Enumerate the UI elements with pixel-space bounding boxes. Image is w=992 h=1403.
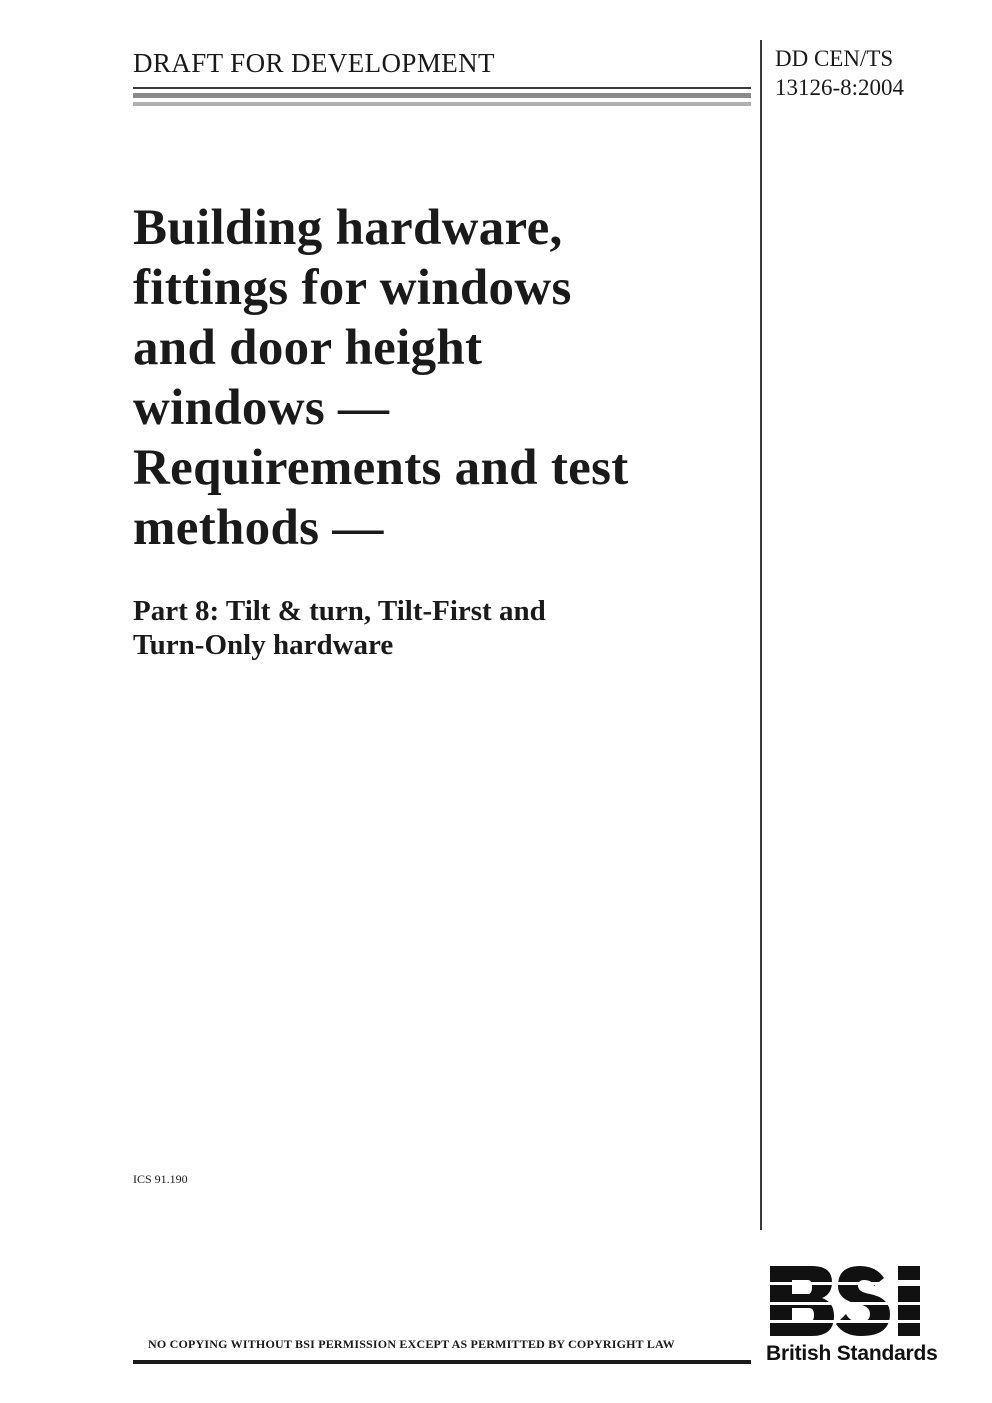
title-line: and door height bbox=[133, 320, 483, 376]
document-number-line-1: DD CEN/TS bbox=[775, 46, 894, 71]
document-status-label: DRAFT FOR DEVELOPMENT bbox=[133, 48, 495, 78]
document-title bbox=[133, 198, 753, 558]
footer-rule bbox=[133, 1360, 751, 1364]
title-line: Requirements and test bbox=[133, 440, 629, 496]
document-subtitle bbox=[133, 594, 546, 662]
document-number-line-2: 13126-8:2004 bbox=[775, 75, 905, 100]
header-rule-light bbox=[133, 102, 751, 106]
title-line: fittings for windows bbox=[133, 260, 572, 316]
header-rules bbox=[133, 87, 751, 106]
title-line: windows — bbox=[133, 380, 390, 436]
title-line: Building hardware, bbox=[133, 200, 563, 256]
copyright-notice: NO COPYING WITHOUT BSI PERMISSION EXCEPT AS PERMITTED BY COPYRIGHT LAW bbox=[148, 1337, 675, 1351]
header-rule-thick bbox=[133, 93, 751, 98]
bsi-logo-text: British Standards bbox=[766, 1342, 938, 1365]
bsi-logo-mark bbox=[766, 1262, 946, 1340]
title-line: methods — bbox=[133, 500, 384, 556]
subtitle-line: Part 8: Tilt & turn, Tilt-First and bbox=[133, 595, 546, 627]
subtitle-line: Turn-Only hardware bbox=[133, 629, 394, 661]
vertical-divider bbox=[760, 40, 762, 1230]
header-rule-thin bbox=[133, 87, 751, 89]
document-number bbox=[775, 44, 904, 102]
bsi-logo bbox=[766, 1262, 946, 1372]
ics-code: ICS 91.190 bbox=[133, 1172, 188, 1186]
